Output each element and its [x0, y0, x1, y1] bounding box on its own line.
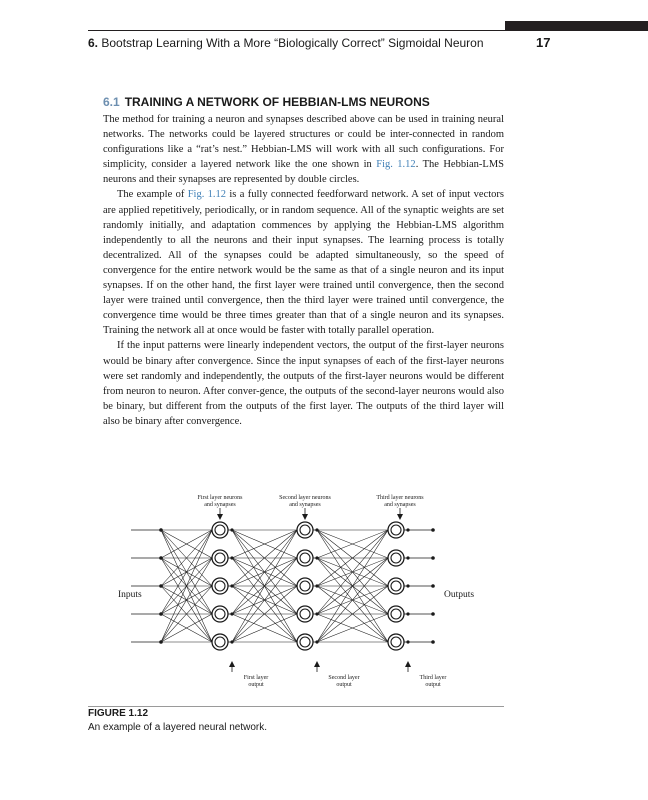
neuron-outer-circle [388, 606, 404, 622]
neuron-outer-circle [212, 550, 228, 566]
paragraph-1-text-b: . The Hebbian-LMS neurons and their synapses are represented by double circles. [103, 159, 504, 186]
output-node [431, 528, 435, 532]
input-node [159, 612, 163, 616]
neuron-outer-circle [297, 522, 313, 538]
input-node [159, 640, 163, 644]
bottom-label-3-line1: Third layer [419, 675, 447, 681]
neuron-outer-circle [297, 634, 313, 650]
page-number: 17 [536, 35, 551, 50]
running-head [88, 36, 556, 50]
neuron-output-dot [315, 640, 318, 643]
top-label-2-line1: Second layer neurons [279, 495, 331, 501]
bottom-label-2-line2: output [336, 682, 352, 688]
paragraph-2-text-a: The example of [117, 189, 188, 201]
figure-label: FIGURE 1.12 [88, 708, 149, 719]
figure-caption: An example of a layered neural network. [88, 722, 267, 733]
section-title: TRAINING A NETWORK OF HEBBIAN-LMS NEURONS [124, 95, 430, 109]
output-node [431, 584, 435, 588]
top-label-3-line1: Third layer neurons [376, 495, 424, 501]
top-label-3-line2: and synapses [384, 502, 416, 508]
top-label-2-line2: and synapses [289, 502, 321, 508]
paragraph-2-text-b: is a fully connected feedforward network. A set of input vectors are applied repetitively, periodically, or in random sequence. All of the synaptic weights are set randomly initially, and adaptation commences by applying the Hebbian-LMS algorithm independently to all the neurons and their input synapses. The learning process is totally decentralized. All of the synapses could be adapted simultaneously, so the speed of convergence for the entire network would be the same as that of a single neuron and its input synapses. If on the other hand, the first layer were trained until convergence, then the second layer were trained until convergence, then the third layer were trained until convergence, the convergence time would be three times greater than that of a single neuron and its synapses. Training the network all at once would be faster with totally parallel operation. [103, 189, 504, 337]
bottom-label-1-line1: First layer [243, 675, 269, 681]
header-rule [88, 30, 648, 31]
paragraph-2 [103, 187, 504, 338]
neuron-output-dot [406, 556, 409, 559]
neuron-outer-circle [388, 522, 404, 538]
neuron-outer-circle [212, 578, 228, 594]
neuron-output-dot [230, 584, 233, 587]
bottom-label-2-line1: Second layer [328, 675, 360, 681]
output-node [431, 556, 435, 560]
layered-network-diagram [103, 490, 504, 690]
figure-reference-link[interactable]: Fig. 1.12 [376, 159, 416, 171]
neuron-output-dot [406, 584, 409, 587]
neuron-outer-circle [212, 522, 228, 538]
neuron-outer-circle [212, 606, 228, 622]
top-label-1-line2: and synapses [204, 502, 236, 508]
output-node [431, 612, 435, 616]
neuron-outer-circle [297, 606, 313, 622]
chapter-number: 6. [88, 36, 99, 50]
input-node [159, 556, 163, 560]
neuron-output-dot [406, 612, 409, 615]
section-number: 6.1 [103, 95, 120, 109]
neuron-output-dot [315, 556, 318, 559]
figure-reference-link[interactable]: Fig. 1.12 [187, 189, 227, 201]
top-label-1-line1: First layer neurons [197, 495, 243, 501]
section-heading [103, 95, 430, 109]
paragraph-1 [103, 112, 504, 187]
chapter-title: Bootstrap Learning With a More “Biologically Correct” Sigmoidal Neuron [101, 36, 484, 50]
neuron-output-dot [315, 528, 318, 531]
inputs-label: Inputs [118, 590, 142, 600]
neuron-outer-circle [388, 550, 404, 566]
paragraph-3: If the input patterns were linearly independent vectors, the output of the first-layer neurons would be binary after convergence. Since the input synapses of each of the first-layer neurons were set randomly and independently, the outputs of the first-layer neurons would be different from neuron to neuron. After conver-gence, the outputs of the second-layer neurons would also be binary, but different from the outputs of the first layer. The outputs of the third layer will also be binary after convergence. [103, 340, 504, 427]
neuron-output-dot [230, 612, 233, 615]
neuron-output-dot [315, 612, 318, 615]
output-node [431, 640, 435, 644]
neuron-outer-circle [297, 550, 313, 566]
neuron-output-dot [406, 640, 409, 643]
bottom-label-1-line2: output [248, 682, 264, 688]
neuron-outer-circle [212, 634, 228, 650]
outputs-label: Outputs [444, 590, 475, 600]
input-node [159, 584, 163, 588]
neuron-output-dot [315, 584, 318, 587]
figure-1-12 [103, 490, 504, 690]
neuron-output-dot [230, 640, 233, 643]
neuron-output-dot [230, 556, 233, 559]
neuron-outer-circle [388, 634, 404, 650]
figure-caption-rule [88, 706, 504, 707]
neuron-outer-circle [297, 578, 313, 594]
body-text [103, 112, 504, 429]
neuron-output-dot [230, 528, 233, 531]
neuron-output-dot [406, 528, 409, 531]
input-node [159, 528, 163, 532]
neuron-outer-circle [388, 578, 404, 594]
paragraph-1-text-a: The method for training a neuron and synapses described above can be used in training neural networks. The networks could be layered structures or could be inter-connected in random configurations like a “rat’s nest.” Hebbian-LMS will work with all such configurations. For simplicity, consider a layered network like the one shown in [103, 114, 504, 171]
bottom-label-3-line2: output [425, 682, 441, 688]
